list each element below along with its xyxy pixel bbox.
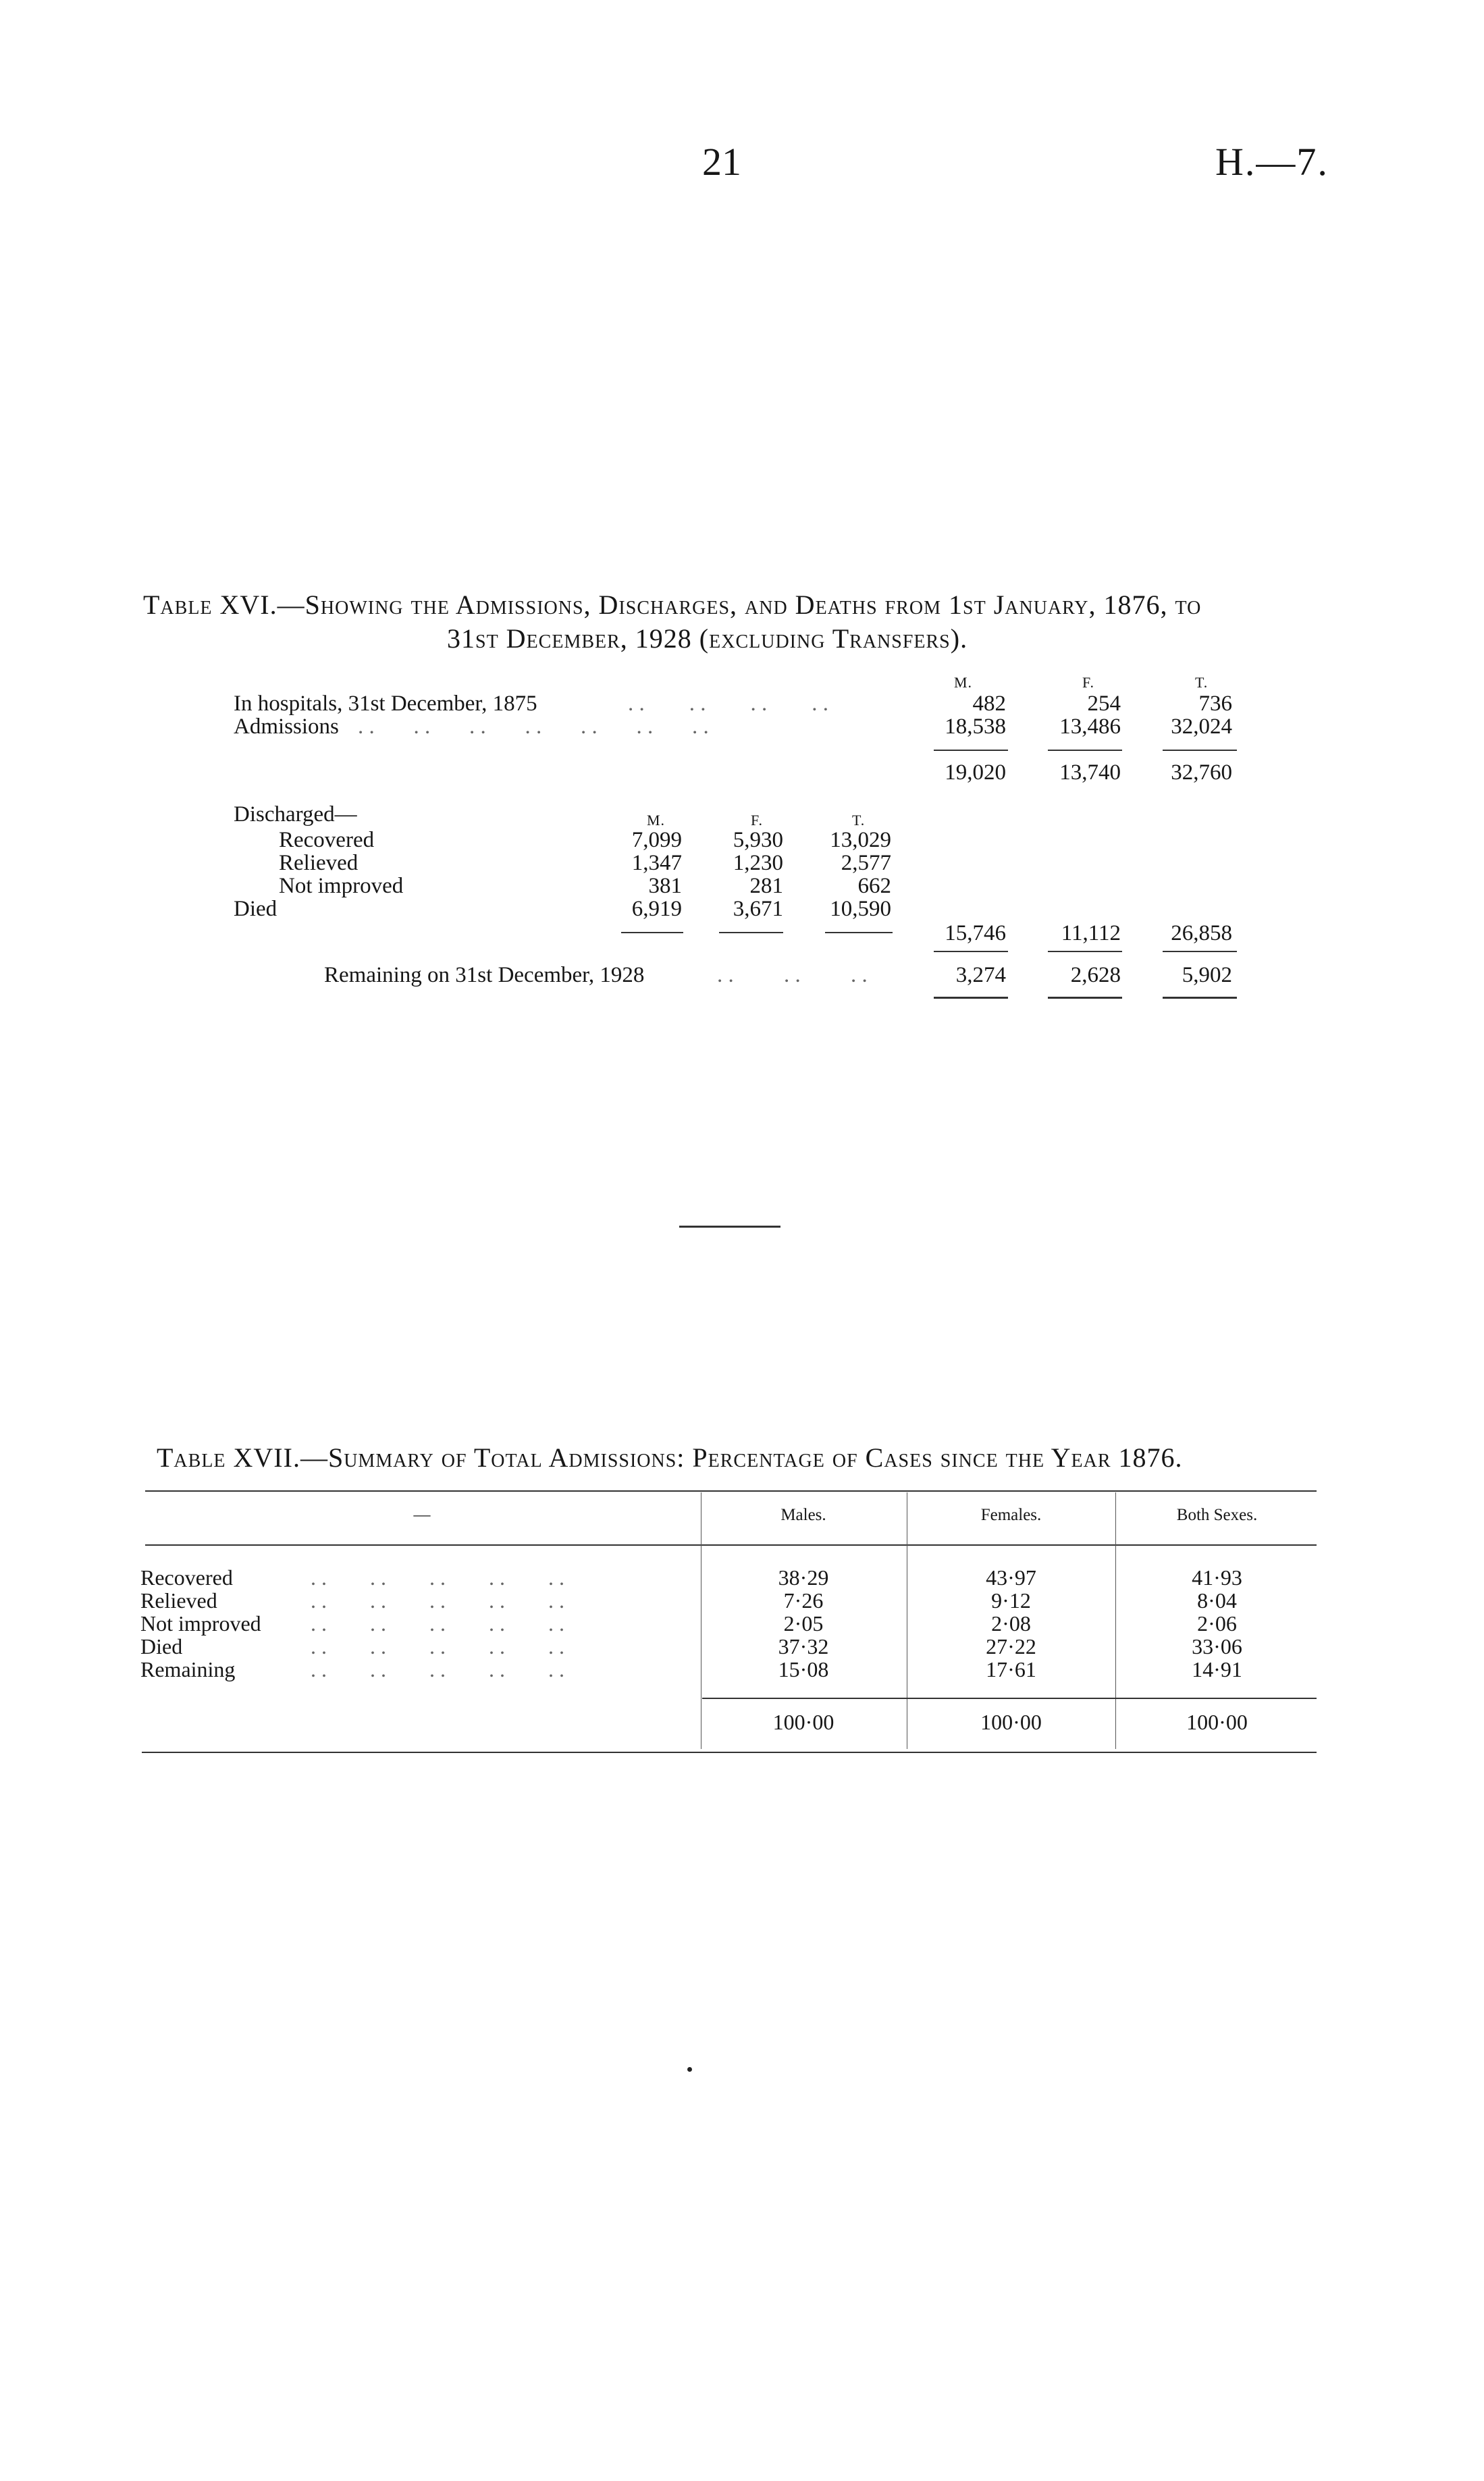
t16-row-label: Recovered [279, 828, 375, 852]
t17-head-stub: — [413, 1506, 431, 1524]
t17-cell-females: 17·61 [986, 1657, 1036, 1681]
t16-subhead-f: F. [751, 812, 763, 829]
section-divider [679, 1226, 780, 1228]
t16-row-t: 2,577 [841, 851, 891, 875]
t16-discharged-total-m: 15,746 [945, 921, 1006, 945]
t17-cell-both: 41·93 [1192, 1565, 1242, 1590]
t16-in-hospitals-f: 254 [1087, 691, 1121, 716]
page-number: 21 [702, 140, 741, 184]
t16-subtotal-t: 32,760 [1171, 760, 1232, 785]
t17-total-females: 100·00 [980, 1710, 1042, 1734]
t16-remaining-t: 5,902 [1182, 963, 1232, 987]
t16-remaining-m: 3,274 [955, 963, 1006, 987]
t17-cell-females: 9·12 [991, 1588, 1031, 1613]
t16-row-t: 10,590 [830, 897, 891, 921]
t16-leaders: . . . . . . . . [628, 691, 828, 716]
t16-admissions-t: 32,024 [1171, 714, 1232, 739]
t17-cell-males: 38·29 [778, 1565, 829, 1590]
t16-rule [934, 997, 1008, 999]
t17-leaders: . . . . . . . . . . [311, 1565, 564, 1590]
t17-head-both: Both Sexes. [1176, 1506, 1258, 1524]
t16-admissions-label: Admissions [234, 714, 339, 739]
t16-rule [1163, 997, 1237, 999]
t17-cell-males: 7·26 [783, 1588, 824, 1613]
t16-row-label: Died [234, 897, 277, 921]
t17-cell-females: 27·22 [986, 1634, 1036, 1659]
t16-in-hospitals-t: 736 [1198, 691, 1232, 716]
t16-remaining-label: Remaining on 31st December, 1928 [324, 963, 645, 987]
t17-head-males: Males. [780, 1506, 826, 1524]
t16-row-m: 7,099 [631, 828, 682, 852]
table17-title: Table XVII.—Summary of Total Admissions: Percentage of Cases since the Year 1876. [157, 1442, 1183, 1473]
t17-row-label: Relieved [140, 1588, 217, 1613]
t17-cell-both: 8·04 [1197, 1588, 1237, 1613]
table16-title-line2: 31st December, 1928 (excluding Transfers). [447, 623, 968, 654]
t16-subhead-t: T. [852, 812, 866, 829]
t16-row-m: 381 [648, 874, 682, 898]
t16-head-m: M. [954, 674, 973, 691]
t16-in-hospitals-label: In hospitals, 31st December, 1875 [234, 691, 537, 716]
t16-in-hospitals-m: 482 [972, 691, 1006, 716]
t16-row-f: 3,671 [733, 897, 783, 921]
print-speck [687, 2067, 692, 2072]
t17-cell-females: 2·08 [991, 1611, 1031, 1636]
t17-cell-both: 33·06 [1192, 1634, 1242, 1659]
t17-cell-males: 15·08 [778, 1657, 829, 1681]
t17-top-rule [145, 1490, 1317, 1492]
t16-rule [1163, 951, 1237, 952]
t17-head-females: Females. [980, 1506, 1042, 1524]
t17-head-rule [145, 1544, 1317, 1546]
t16-rule [1163, 750, 1237, 751]
t16-leaders: . . . . . . . . . . . . . . [358, 714, 709, 739]
t16-discharged-total-f: 11,112 [1061, 921, 1121, 945]
t16-admissions-f: 13,486 [1059, 714, 1121, 739]
t16-row-label: Relieved [279, 851, 359, 875]
t17-row-label: Recovered [140, 1565, 233, 1590]
t16-row-t: 13,029 [830, 828, 891, 852]
t16-rule [1048, 951, 1122, 952]
t16-head-f: F. [1082, 674, 1094, 691]
t16-rule [719, 932, 783, 933]
t16-discharged-label: Discharged— [234, 802, 357, 827]
t16-rule [934, 951, 1008, 952]
t16-subhead-m: M. [647, 812, 666, 829]
t16-row-f: 281 [749, 874, 783, 898]
t17-cell-both: 14·91 [1192, 1657, 1242, 1681]
t17-total-rule [702, 1698, 1317, 1699]
t16-row-m: 6,919 [631, 897, 682, 921]
t16-leaders: . . . . . . [717, 963, 868, 987]
t16-row-f: 1,230 [733, 851, 783, 875]
t17-row-label: Remaining [140, 1657, 236, 1681]
t17-leaders: . . . . . . . . . . [311, 1588, 564, 1613]
t17-leaders: . . . . . . . . . . [311, 1611, 564, 1636]
t16-subtotal-m: 19,020 [945, 760, 1006, 785]
t17-total-males: 100·00 [772, 1710, 834, 1734]
t16-rule [825, 932, 893, 933]
t16-rule [621, 932, 683, 933]
t16-row-t: 662 [857, 874, 891, 898]
t17-cell-females: 43·97 [986, 1565, 1036, 1590]
t16-remaining-f: 2,628 [1070, 963, 1121, 987]
t16-rule [1048, 997, 1122, 999]
t17-cell-males: 37·32 [778, 1634, 829, 1659]
t16-row-label: Not improved [279, 874, 404, 898]
t17-cell-both: 2·06 [1197, 1611, 1237, 1636]
t16-row-f: 5,930 [733, 828, 783, 852]
table16-title-line1: Table XVI.—Showing the Admissions, Discharges, and Deaths from 1st January, 1876, to [143, 590, 1202, 620]
t17-cell-males: 2·05 [783, 1611, 824, 1636]
t17-row-label: Not improved [140, 1611, 261, 1636]
t17-col-divider [1115, 1492, 1116, 1749]
t17-total-both: 100·00 [1186, 1710, 1248, 1734]
t16-admissions-m: 18,538 [945, 714, 1006, 739]
t17-leaders: . . . . . . . . . . [311, 1657, 564, 1681]
t16-head-t: T. [1195, 674, 1209, 691]
t16-row-m: 1,347 [631, 851, 682, 875]
t16-subtotal-f: 13,740 [1059, 760, 1121, 785]
t17-bottom-rule [142, 1752, 1317, 1753]
t16-rule [934, 750, 1008, 751]
t17-row-label: Died [140, 1634, 183, 1659]
document-code: H.—7. [1215, 140, 1329, 184]
t16-discharged-total-t: 26,858 [1171, 921, 1232, 945]
t16-rule [1048, 750, 1122, 751]
t17-leaders: . . . . . . . . . . [311, 1634, 564, 1659]
